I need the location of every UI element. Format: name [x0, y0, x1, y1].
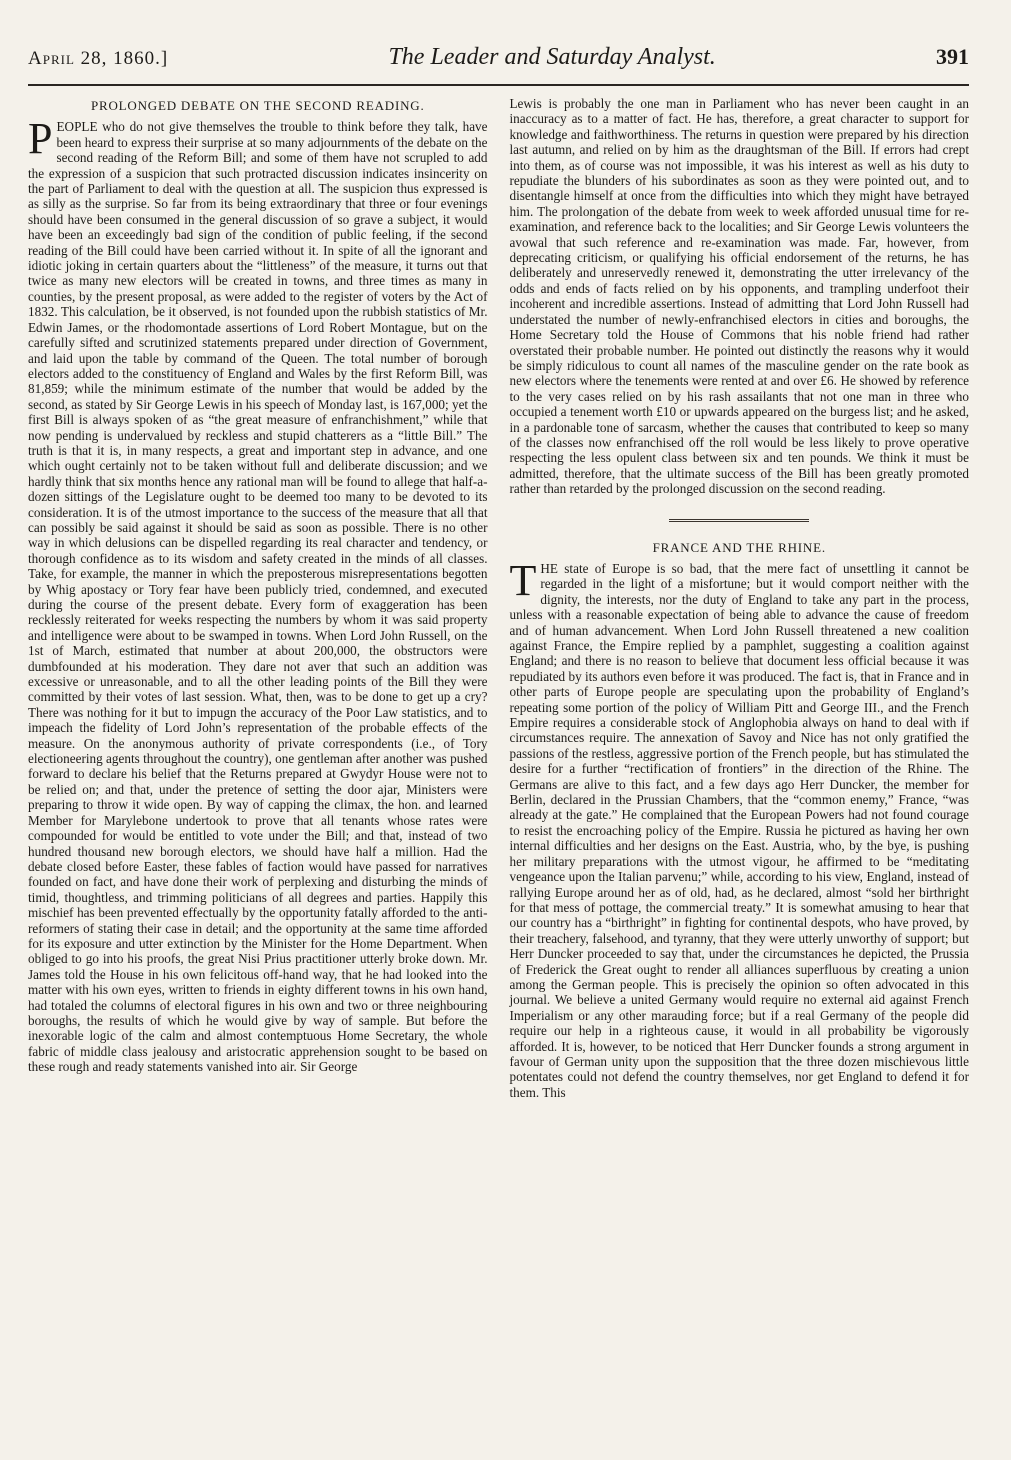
publication-title: The Leader and Saturday Analyst.	[388, 44, 716, 70]
paragraph-text: Lewis is probably the one man in Parliament who has never been caught in an inaccuracy as to a matter of fact. He has, therefore, a great character to support for knowledge and faithworthiness. The returns in question were prepared by his direction last autumn, and relied on by him as the draughtsman of the Bill. If errors had crept into them, as of course was not impossible, it was his interest as well as his duty to repudiate the blunders of his subordinates as soon as they were pointed out, and to disentangle himself at once from the difficulties into which they might have betrayed him. The prolongation of the debate from week to week afforded unusual time for re-examination, and reference back to the localities; and Sir George Lewis volunteers the avowal that such reference and re-examination was made. Far, however, from deprecating criticism, or qualifying his official endorsement of the returns, he has deliberately and unreservedly renewed it, demonstrating the utter irrelevancy of the odds and ends of facts relied on by his opponents, and trampling underfoot their incoherent and incredible assertions. Instead of admitting that Lord John Russell had understated the number of newly-enfranchised electors in cities and boroughs, the Home Secretary told the House of Commons that his noble friend had rather overstated their probable number. He pointed out distinctly the reasons why it would be simply ridiculous to count all names of the masculine gender on the rate book as new electors where the tenements were rented at and over £6. He showed by reference to the very cases relied on by his rash assailants that not one man in three who occupied a tenement worth £10 or upwards appeared on the burgess list; and he asked, in a pardonable tone of sarcasm, whether the causes that contributed to keep so many of the classes now enfranchised off the roll would be less likely to prove operative respecting the less opulent class between six and ten pounds. We think it must be admitted, therefore, that the ultimate success of the Bill has been greatly promoted rather than retarded by the prolonged discussion on the second reading.	[509, 96, 969, 497]
masthead	[28, 44, 969, 78]
columns	[28, 96, 969, 1100]
article-separator	[669, 519, 809, 522]
article-paragraph	[509, 555, 970, 1100]
masthead-rule	[28, 84, 969, 86]
right-column	[510, 96, 970, 1100]
paragraph-text: EOPLE who do not give themselves the trouble to think before they talk, have been heard to express their surprise at so many adjournments of the debate on the second reading of the Reform Bill; and some of them have not scrupled to add the expression of a suspicion that such protracted discussion indicates insincerity on the part of Parliament to deal with the question at all. The suspicion thus expressed is as silly as the surprise. So far from its being extraordinary that three or four evenings should have been consumed in the general discussion of so grave a subject, it would have been an exceedingly bad sign of the condition of public feeling, if the second reading of the Bill could have been carried without it. In spite of all the ignorant and idiotic joking in certain quarters about the “littleness” of the measure, it turns out that twice as many new electors will be created in towns, and three times as many in counties, by the present proposal, as were added to the register of voters by the Act of 1832. This calculation, be it observed, is not founded upon the rubbish statistics of Mr. Edwin James, or the rhodomontade assertions of Lord Robert Montague, but on the carefully sifted and scrutinized statements prepared under direction of Government, and laid upon the table by command of the Queen. The total number of borough electors added to the constituency of England and Wales by the first Reform Bill, was 81,859; while the minimum estimate of the number that would be added by the second, as stated by Sir George Lewis in his speech of Monday last, is 167,000; yet the first Bill is always spoken of as “the great measure of enfranchishment,” while that now pending is undervalued by reckless and stupid chatterers as a “little Bill.” The truth is that it is, in many respects, a great and important step in advance, and one which ought certainly not to be taken without full and deliberate discussion; and we hardly think that six months hence any rational man will be found to allege that half-a-dozen sittings of the Legislature ought to be deemed too many to be devoted to its consideration. It is of the utmost importance to the success of the measure that all that can possibly be said against it should be said as soon as possible. There is no other way in which delusions can be dispelled regarding its real character and tendency, or thorough confidence as to its wisdom and safety created in the minds of all classes. Take, for example, the manner in which the preposterous misrepresentations begotten by Whig apostacy or Tory fear have been publicly tried, condemned, and executed during the course of the present debate. Every form of exaggeration has been recklessly reiterated for weeks respecting the numbers by whom it was said property and intelligence were about to be swamped in towns. When Lord John Russell, on the 1st of March, estimated that number at about 200,000, the obstructors were dumbfounded at his moderation. They dare not aver that such an addition was excessive or unreasonable, and to all the other leading points of the Bill they were committed by their votes of last session. What, then, was to be done to get up a cry? There was nothing for it but to impugn the accuracy of the Poor Law statistics, and to impeach the fidelity of Lord John’s representation of the probable effects of the measure. On the anonymous authority of private correspondents (i.e., of Tory electioneering agents throughout the country), one gentleman after another was pushed forward to declare his belief that the Returns prepared at Gwydyr House were not to be relied on; and that, under the pretence of setting the door ajar, Ministers were preparing to throw it wide open. By way of capping the climax, the hon. and learned Member for Marylebone undertook to prove that all tenants whose rates were compounded for would be entitled to vote under the Bill; and that, instead of two hundred thousand new borough electors, we should have half a million. Had the debate closed before Easter, these fables of faction would have passed for narratives founded on fact, and have done their work of perplexing and disturbing the minds of timid, thoughtless, and trimming politicians of all degrees and parties. Happily this mischief has been prevented effectually by the opportunity fatally afforded to the anti-reformers of stating their case in detail; and the opportunity at the same time afforded for its exposure and utter extinction by the Minister for the Home Department. When obliged to go into his proofs, the great Nisi Prius practitioner utterly broke down. Mr. James told the House in his own felicitous off-hand way, that he had looked into the matter with his own eyes, written to friends in eighty different towns in his own hand, had totaled the columns of electoral figures in his own and two or three neighbouring boroughs, the results of which he would give by way of sample. But before the inexorable logic of the calm and almost contemptuous Home Secretary, the whole fabric of middle class jealousy and aristocratic apprehension sought to be based on these rough and ready statements vanished into air. Sir George	[28, 119, 488, 1075]
drop-cap: T	[509, 555, 537, 605]
article-paragraph	[510, 96, 970, 497]
article-heading: FRANCE AND THE RHINE.	[652, 539, 826, 555]
article-heading: PROLONGED DEBATE ON THE SECOND READING.	[90, 98, 425, 113]
article-paragraph	[28, 114, 488, 1075]
issue-date: April 28, 1860.]	[28, 48, 169, 69]
drop-cap: P	[28, 114, 53, 164]
page-number: 391	[936, 44, 969, 69]
paragraph-text: HE state of Europe is so bad, that the mere fact of unsettling it cannot be regarded in the light of a misfortune; but it would comport neither with the dignity, the interests, nor the duty of England to take any part in the process, unless with a reasonable expectation of being able to advance the cause of freedom and of human advancement. When Lord John Russell threatened a new coalition against France, the Empire replied by a pamphlet, suggesting a coalition against England; and there is no reason to believe that document less official because it was repudiated by its authors even before it was produced. The fact is, that in France and in other parts of Europe people are speculating upon the probability of England’s repeating some portion of the policy of William Pitt and George III., and the French Empire requires a considerable stock of Anglophobia always on hand to deal with if circumstances require. The annexation of Savoy and Nice has not only gratified the passions of the restless, aggressive portion of the French people, but has stimulated the desire for a further “rectification of frontiers” in the direction of the Rhine. The Germans are alive to this fact, and a few days ago Herr Duncker, the member for Berlin, declared in the Prussian Chambers, that the “common enemy,” France, “was already at the gate.” He complained that the European Powers had not found courage to resist the encroaching policy of the Empire. Russia he pictured as having her own internal difficulties and her designs on the East. Austria, who, by the bye, is pushing her military preparations with the utmost vigour, he affirmed to be “meditating vengeance upon the Italian parvenu;” while, according to his view, England, instead of rallying Europe around her as of old, had, as he declared, almost “sold her birthright for that mess of pottage, the commercial treaty.” It is somewhat amusing to hear that our country has a “birthright” in fighting for continental despots, who have proved, by their treachery, falsehood, and tyranny, that they were utterly unworthy of support; but Herr Duncker proceeded to say that, under the circumstances he depicted, the Prussia of Frederick the Great ought to render all alliances superfluous by creating a union among the German people. This is precisely the opinion so often advocated in this journal. We believe a united Germany would require no external aid against French Imperialism or any other marauding force; but if a real Germany of the people did require our help in a righteous cause, it would in all probability be vigorously afforded. It is, however, to be noticed that Herr Duncker founds a strong argument in favour of German unity upon the supposition that the three dozen mischievous little potentates could not defend the country themselves, nor get England to defend it for them. This	[509, 560, 969, 1100]
left-column	[28, 96, 488, 1100]
